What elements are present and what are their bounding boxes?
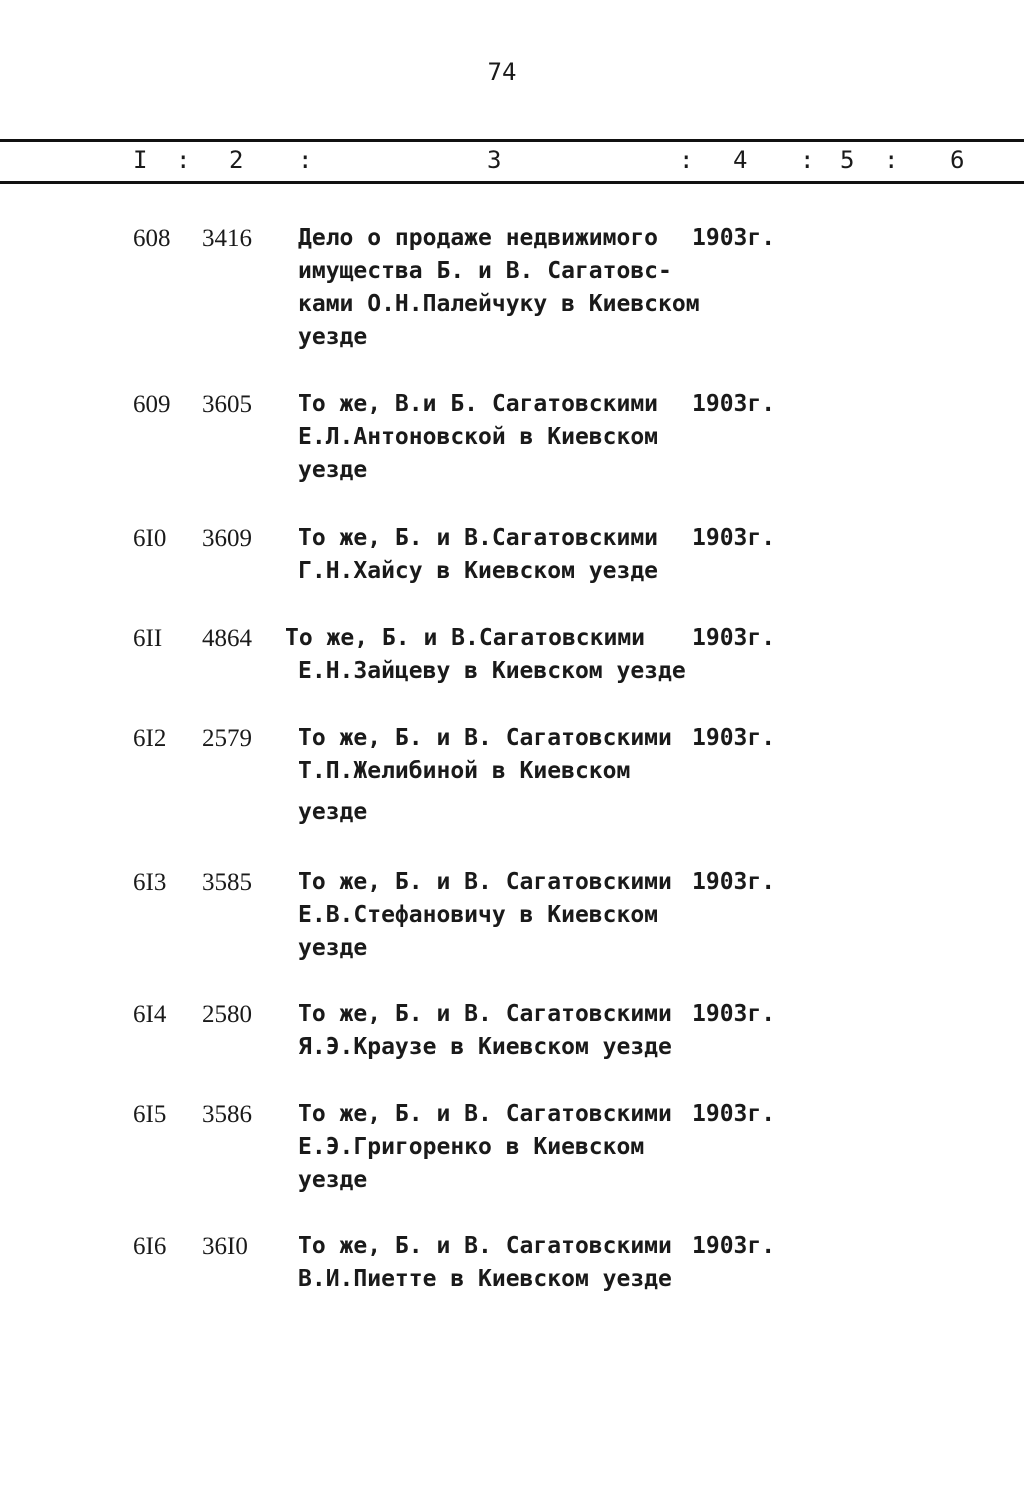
header-bottom-rule (0, 181, 1024, 184)
header-col-4: 4 (733, 146, 748, 174)
description-line: То же, Б. и В. Сагатовскими (298, 1101, 672, 1127)
description-line: уезде (298, 799, 368, 825)
row-description (285, 622, 685, 688)
description-line: В.И.Пиетте в Киевском уезде (298, 1266, 672, 1292)
description-line: Я.Э.Краузе в Киевском уезде (298, 1034, 672, 1060)
description-line: Дело о продаже недвижимого (298, 225, 659, 251)
header-separator: : (298, 146, 313, 174)
row-year: 1903г. (692, 391, 776, 417)
description-line: ками О.Н.Палейчуку в Киевском (298, 291, 700, 317)
file-code: 3416 (202, 225, 252, 252)
row-number: 6I3 (133, 869, 167, 896)
row-year: 1903г. (692, 1101, 776, 1127)
description-line: Е.Л.Антоновской в Киевском (298, 424, 659, 450)
file-code: 36I0 (202, 1233, 248, 1260)
file-code: 3586 (202, 1101, 252, 1128)
description-line: уезде (298, 1167, 368, 1193)
description-line: То же, Б. и В. Сагатовскими (298, 725, 672, 751)
header-top-rule (0, 139, 1024, 142)
description-line: Е.Н.Зайцеву в Киевском уезде (298, 658, 686, 684)
row-description (298, 998, 698, 1064)
header-col-3: 3 (487, 146, 502, 174)
row-description (298, 522, 698, 588)
file-code: 3609 (202, 525, 252, 552)
row-number: 6I0 (133, 525, 167, 552)
row-number: 6I2 (133, 725, 167, 752)
description-line: Г.Н.Хайсу в Киевском уезде (298, 558, 659, 584)
row-number: 6II (133, 625, 163, 652)
row-description (298, 1098, 698, 1197)
description-line: То же, Б. и В. Сагатовскими (298, 1233, 672, 1259)
row-year: 1903г. (692, 625, 776, 651)
header-col-6: 6 (950, 146, 965, 174)
header-separator: : (884, 146, 899, 174)
header-col-1: I (133, 146, 148, 174)
description-line: уезде (298, 457, 368, 483)
description-line: Е.Э.Григоренко в Киевском (298, 1134, 645, 1160)
row-year: 1903г. (692, 225, 776, 251)
page-number: 74 (487, 58, 517, 86)
file-code: 3605 (202, 391, 252, 418)
description-line: уезде (298, 935, 368, 961)
row-year: 1903г. (692, 525, 776, 551)
header-separator: : (176, 146, 191, 174)
header-col-2: 2 (229, 146, 244, 174)
row-year: 1903г. (692, 1233, 776, 1259)
row-description (298, 388, 698, 487)
header-col-5: 5 (840, 146, 855, 174)
description-line: уезде (298, 324, 368, 350)
row-year: 1903г. (692, 1001, 776, 1027)
row-description (298, 1230, 698, 1296)
description-line: То же, В.и Б. Сагатовскими (298, 391, 659, 417)
file-code: 2579 (202, 725, 252, 752)
description-line: Е.В.Стефановичу в Киевском (298, 902, 659, 928)
row-description (298, 722, 698, 829)
description-line: То же, Б. и В. Сагатовскими (298, 1001, 672, 1027)
file-code: 2580 (202, 1001, 252, 1028)
row-number: 6I5 (133, 1101, 167, 1128)
header-separator: : (679, 146, 694, 174)
description-line: То же, Б. и В. Сагатовскими (298, 869, 672, 895)
row-number: 6I4 (133, 1001, 167, 1028)
description-line: То же, Б. и В.Сагатовскими (285, 625, 646, 651)
description-line: Т.П.Желибиной в Киевском (298, 758, 631, 784)
row-description (298, 866, 698, 965)
row-year: 1903г. (692, 869, 776, 895)
row-number: 609 (133, 391, 171, 418)
row-number: 6I6 (133, 1233, 167, 1260)
header-separator: : (800, 146, 815, 174)
description-line: имущества Б. и В. Сагатовс- (298, 258, 672, 284)
description-line: То же, Б. и В.Сагатовскими (298, 525, 659, 551)
row-number: 608 (133, 225, 171, 252)
file-code: 3585 (202, 869, 252, 896)
file-code: 4864 (202, 625, 252, 652)
row-year: 1903г. (692, 725, 776, 751)
row-description (298, 222, 698, 354)
